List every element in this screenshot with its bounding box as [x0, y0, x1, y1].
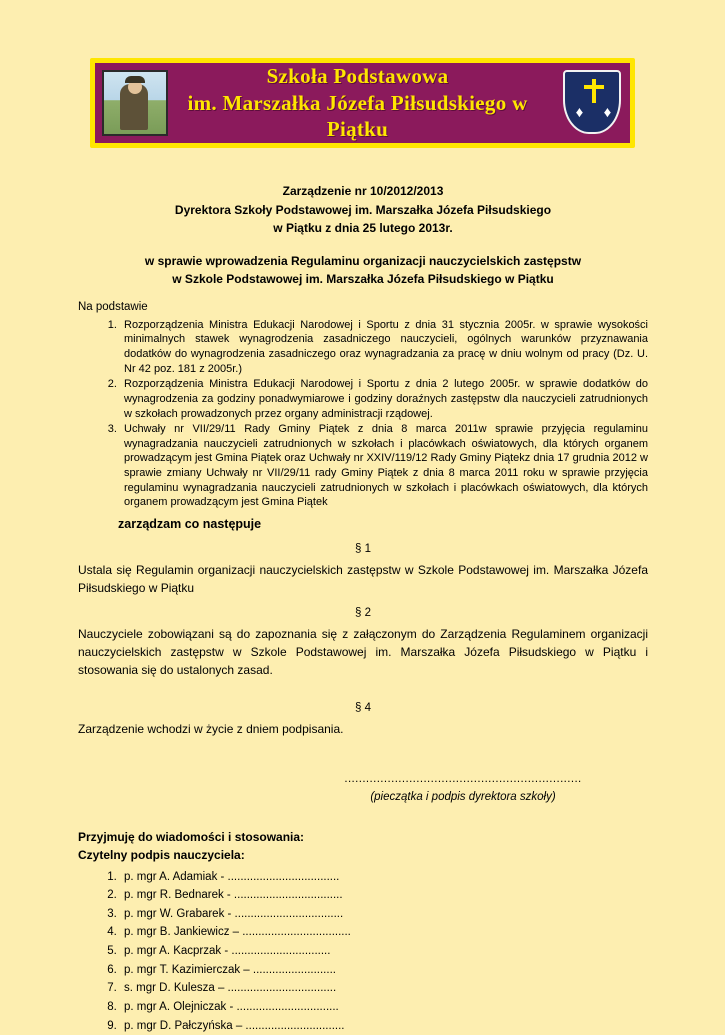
section-marker-2: § 2 — [78, 606, 648, 622]
acknowledgement-line-2: Czytelny podpis nauczyciela: — [78, 846, 648, 864]
crest-cross-vertical — [592, 79, 596, 103]
coat-of-arms-icon — [563, 70, 621, 134]
legal-basis-list — [78, 318, 648, 510]
list-item: 7. s. mgr D. Kulesza – .................................. — [120, 979, 648, 998]
acknowledgement-line-1: Przyjmuję do wiadomości i stosowania: — [78, 828, 648, 846]
school-name — [95, 63, 630, 144]
list-item: 5. p. mgr A. Kacprzak - ............................... — [120, 942, 648, 961]
banner-frame — [90, 58, 635, 148]
signature-line: .................................................................. — [78, 772, 648, 788]
list-item: 3. p. mgr W. Grabarek - .................................. — [120, 905, 648, 924]
list-item: 3. Uchwały nr VII/29/11 Rady Gminy Piątek z dnia 8 marca 2011w sprawie przyjęcia regulaminu wynagradzania nauczycieli zatrudnionych w szkołach i placówkach oświatowych, dla których organem prowadzącym jest Gmina Piątek oraz Uchwały nr XXIV/119/12 Rady Gminy Piątekz dnia 17 grudnia 2012 w sprawie zmiany Uchwały nr VII/29/11 rady Gminy Piątek z dnia 8 marca 2011 roku w sprawie przyjęcia regulaminu wynagradzania nauczycieli zatrudnionych w szkołach i placówkach oświatowych, dla których organem prowadzącym jest Gmina Piątek — [120, 422, 648, 510]
list-item: 2. p. mgr R. Bednarek - .................................. — [120, 886, 648, 905]
list-item: 4. p. mgr B. Jankiewicz – .................................. — [120, 923, 648, 942]
title-line-2: Dyrektora Szkoły Podstawowej im. Marszałka Józefa Piłsudskiego — [78, 201, 648, 220]
section-marker-1: § 1 — [78, 542, 648, 558]
subject-line-1: w sprawie wprowadzenia Regulaminu organizacji nauczycielskich zastępstw — [78, 252, 648, 271]
section-text-1: Ustala się Regulamin organizacji nauczycielskich zastępstw w Szkole Podstawowej im. Marszałka Józefa Piłsudskiego w Piątku — [78, 561, 648, 597]
subject-line-2: w Szkole Podstawowej im. Marszałka Józefa Piłsudskiego w Piątku — [78, 270, 648, 289]
acknowledgement-block — [78, 828, 648, 864]
signature-caption: (pieczątka i podpis dyrektora szkoły) — [78, 790, 648, 806]
school-header-banner — [90, 58, 635, 148]
list-item: 1. p. mgr A. Adamiak - ................................... — [120, 868, 648, 887]
crest-fleur-de-lis-right-icon: ♦ — [601, 105, 614, 121]
title-line-3: w Piątku z dnia 25 lutego 2013r. — [78, 219, 648, 238]
crest-fleur-de-lis-left-icon: ♦ — [573, 105, 586, 121]
section-text-2: Nauczyciele zobowiązani są do zapoznania się z załączonym do Zarządzenia Regulaminem organizacji nauczycielskich zastępstw w Szkole Podstawowej im. Marszałka Józefa Piłsudskiego w Piątku i stosowania się do ustalonych zasad. — [78, 625, 648, 679]
photo-cap-shape — [125, 76, 145, 83]
list-item: 8. p. mgr A. Olejniczak - ................................ — [120, 998, 648, 1017]
section-marker-3: § 4 — [78, 701, 648, 717]
list-item: 2. Rozporządzenia Ministra Edukacji Narodowej i Sportu z dnia 2 lutego 2005r. w sprawie dodatków do wynagrodzenia za godziny ponadwymiarowe i godziny doraźnych zastępstw dla nauczycieli zatrudnionych w szkołach prowadzonych przez organy administracji rządowej. — [120, 377, 648, 421]
list-item: 1. Rozporządzenia Ministra Edukacji Narodowej i Sportu z dnia 31 stycznia 2005r. w sprawie wysokości minimalnych stawek wynagrodzenia zasadniczego nauczycieli, ogólnych warunków przyznawania dodatków do wynagrodzenia zasadniczego oraz wynagradzania za pracę w dniu wolnym od pracy (Dz. U. Nr 42 poz. 181 z 2005r.) — [120, 318, 648, 377]
crest-shield-shape — [563, 70, 621, 134]
school-name-line-1: Szkoła Podstawowa — [181, 63, 534, 90]
decree-statement: zarządzam co następuje — [118, 516, 648, 533]
legal-basis-label: Na podstawie — [78, 300, 648, 316]
title-line-1: Zarządzenie nr 10/2012/2013 — [78, 182, 648, 201]
section-text-3: Zarządzenie wchodzi w życie z dniem podpisania. — [78, 720, 648, 738]
list-item: 6. p. mgr T. Kazimierczak – .......................... — [120, 961, 648, 980]
document-title — [78, 182, 648, 238]
school-name-line-2: im. Marszałka Józefa Piłsudskiego w Piątku — [181, 90, 534, 144]
list-item: 9. p. mgr D. Pałczyńska – ............................... — [120, 1017, 648, 1035]
document-subject — [78, 252, 648, 289]
document-body — [78, 182, 648, 1035]
crest-cross-horizontal — [584, 85, 604, 89]
school-patron-photo — [102, 70, 168, 136]
teachers-signature-list — [78, 868, 648, 1035]
